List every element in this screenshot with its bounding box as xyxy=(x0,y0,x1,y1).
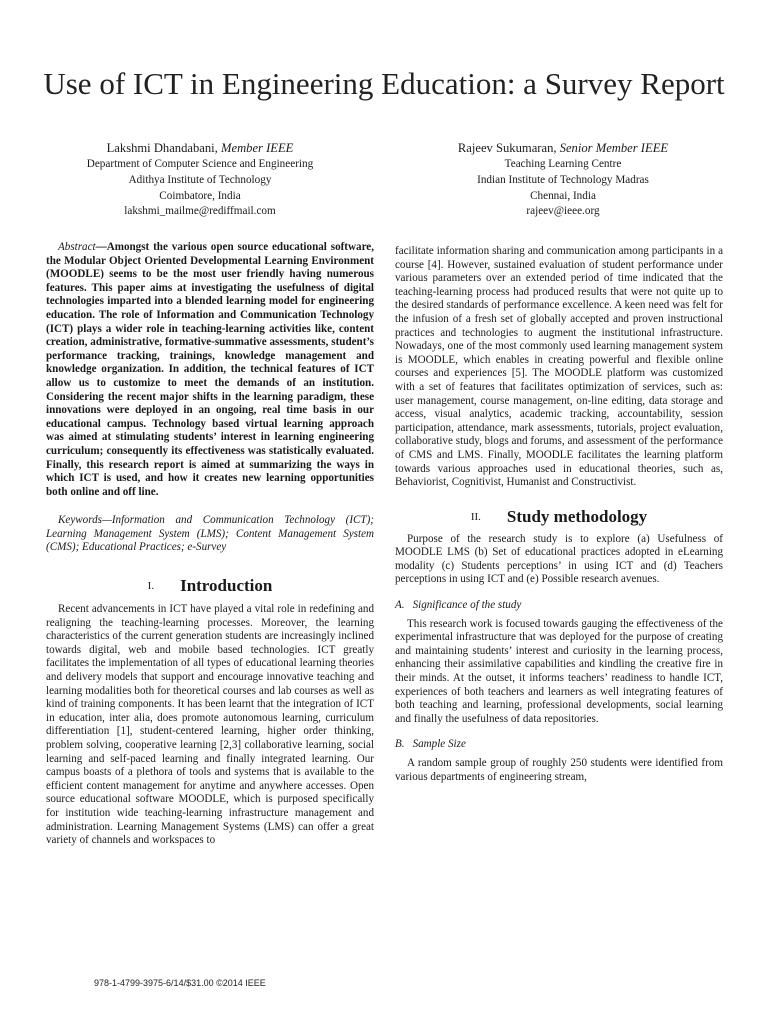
author-role: Senior Member IEEE xyxy=(559,141,669,155)
author-department: Teaching Learning Centre xyxy=(504,158,622,170)
right-column xyxy=(395,245,723,784)
author-email: rajeev@ieee.org xyxy=(526,205,600,218)
section-number: I. xyxy=(147,580,155,593)
sample-size-paragraph: A random sample group of roughly 250 students were identified from various departments of engineering stream, xyxy=(395,757,723,783)
author-department: Department of Computer Science and Engineering xyxy=(86,158,314,170)
author-email: lakshmi_mailme@rediffmail.com xyxy=(124,205,276,218)
subsection-number: A. xyxy=(395,599,405,612)
subsection-number: B. xyxy=(395,738,405,751)
author-city: Chennai, India xyxy=(530,189,596,202)
author-name-line xyxy=(35,140,365,157)
author-name: Lakshmi Dhandabani, xyxy=(106,141,218,155)
copyright-footer: 978-1-4799-3975-6/14/$31.00 ©2014 IEEE xyxy=(94,978,266,988)
section-title: Introduction xyxy=(180,576,273,596)
subsection-title: Significance of the study xyxy=(412,599,522,612)
author-institution: Indian Institute of Technology Madras xyxy=(477,173,649,186)
abstract xyxy=(46,241,374,499)
author-role: Member IEEE xyxy=(220,141,294,155)
author-institution: Adithya Institute of Technology xyxy=(128,173,272,186)
author-name-line xyxy=(398,140,728,157)
introduction-continued: facilitate information sharing and communication among participants in a course [4]. However, sustained evaluation of student performance under various parameters over an extended period of time indicated that the teaching-learning process had produced results that were not quite up to the desired standards of performance excellence. A keen need was felt for the infusion of a fresh set of globally accepted and proven instructional practices and technologies to augment the institutional infrastructure. Nowadays, one of the most commonly used learning management system is MOODLE, which enables in creating powerful and flexible online courses and experiences [5]. The MOODLE platform was customized with a set of features that facilitates optimization of services, such as: user management, course management, on-line editing, data storage and access, visual analytics, academic tracking, accountability, session participation, attendance, mark assessments, tutorials, project evaluation, collaborative study, blogs and forums, and assessment of the performance of CMS and LMS. Finally, MOODLE facilitates the learning platform towards various approaches used in educational theories, such as, Behaviorist, Cognitivist, Humanist and Constructivist. xyxy=(395,245,723,489)
section-heading-introduction xyxy=(46,575,374,597)
section-number: II. xyxy=(470,510,481,523)
author-city: Coimbatore, India xyxy=(159,189,241,202)
section-title: Study methodology xyxy=(506,506,648,526)
introduction-paragraph: Recent advancements in ICT have played a vital role in redefining and realigning the teaching-learning processes. Moreover, the learning characteristics of the current generation students are increasingly inclined towards digital, web and mobile based technologies. ICT greatly facilitates the implementation of all types of educational learning theories and delivery models that support and encourage innovative teaching and learning modalities both for theoretical courses and lab courses as well as kind of training components. It has been learnt that the integration of ICT in education, inter alia, does promote autonomous learning, curriculum differentiation [1], student-centered learning, higher order thinking, problem solving, cooperative learning [2,3] collaborative learning, social learning and self-paced learning and finally integrated learning. Our campus boasts of a plethora of tools and systems that is available to the efficient content management for anytime and anywhere accesses. Open source educational software MOODLE, which is purposed specifically for institution wide teaching-learning infrastructure management and administration. Learning Management Systems (LMS) can offer a great variety of channels and workspaces to xyxy=(46,603,374,847)
subsection-heading-sample-size xyxy=(395,738,723,752)
abstract-text: —Amongst the various open source educational software, the Modular Object Oriented Developmental Learning Environment (MOODLE) seems to be the most user friendly having numerous features. This paper aims at investigating the usefulness of digital technologies imparted into a blended learning model for engineering education. The role of Information and Communication Technology (ICT) plays a wider role in teaching-learning activities like, content creation, administrative, formative-summative assessments, student’s performance tracking, trainings, knowledge management and knowledge organization. In addition, the technical features of ICT allow us to customize to meet the demands of an institution. Considering the recent major shifts in the learning paradigm, these innovations were deployed in an ongoing, real time basis in our educational campus. Technology based virtual learning approach was aimed at stimulating students’ interest in learning engineering curriculum; consequently its effectiveness was statistically evaluated. Finally, this research report is aimed at summarizing the ways in which ICT is used, and how it creates new learning opportunities both online and off line. xyxy=(46,241,374,498)
section-heading-methodology xyxy=(395,506,723,528)
author-block-1 xyxy=(35,140,365,220)
keywords: Keywords—Information and Communication Technology (ICT); Learning Management System (LMS); Content Management System (CMS); Educational Practices; e-Survey xyxy=(46,514,374,554)
author-block-2 xyxy=(398,140,728,220)
subsection-heading-significance xyxy=(395,599,723,613)
left-column xyxy=(46,241,374,848)
abstract-lead: Abstract xyxy=(58,241,96,253)
methodology-paragraph: Purpose of the research study is to explore (a) Usefulness of MOODLE LMS (b) Set of educational practices adopted in eLearning modality (c) Students perceptions’ in using ICT and (d) Teachers perceptions in using ICT and (e) Possible research avenues. xyxy=(395,532,723,586)
significance-paragraph: This research work is focused towards gauging the effectiveness of the experimental infrastructure that was deployed for the purpose of creating and maintaining students’ interest and curiosity in the learning process, enhancing their assimilative capabilities and kindling the creative fire in their minds. At the outset, it informs teachers’ readiness to handle ICT, experiences of both teachers and learners as well integrating features of both teaching and learning, professional developments, social learning and finally the usefulness of data repositories. xyxy=(395,617,723,725)
author-name: Rajeev Sukumaran, xyxy=(457,141,557,155)
subsection-title: Sample Size xyxy=(412,738,466,751)
paper-title: Use of ICT in Engineering Education: a Survey Report xyxy=(43,66,725,101)
